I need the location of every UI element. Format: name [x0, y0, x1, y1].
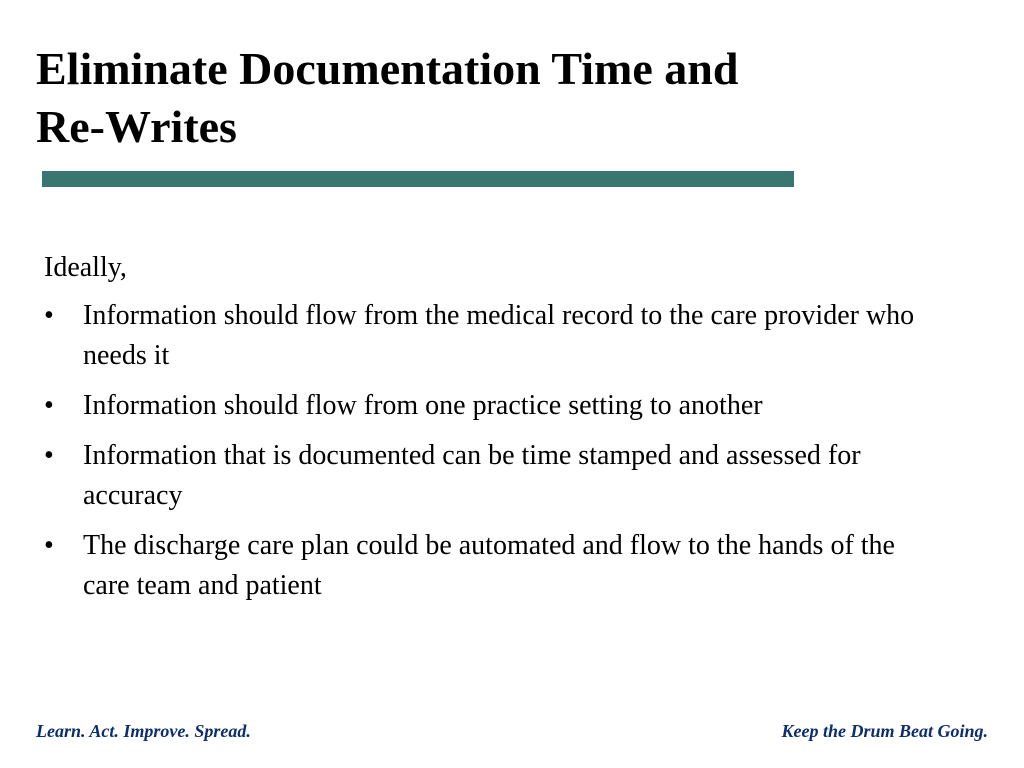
bullet-item: [44, 436, 944, 516]
title-divider-bar: [42, 171, 794, 187]
slide-title: [36, 40, 936, 156]
bullet-icon: •: [44, 300, 54, 331]
bullet-list: [44, 296, 944, 606]
bullet-text: Information that is documented can be time stamped and assessed for accuracy: [83, 440, 861, 511]
bullet-icon: •: [44, 440, 54, 471]
bullet-icon: •: [44, 390, 54, 421]
footer-tagline-left: Learn. Act. Improve. Spread.: [36, 721, 251, 741]
footer-tagline-right: Keep the Drum Beat Going.: [781, 721, 988, 741]
bullet-text: Information should flow from one practice setting to another: [83, 390, 763, 421]
bullet-item: [44, 296, 944, 376]
bullet-text: The discharge care plan could be automated and flow to the hands of the care team and patient: [83, 530, 895, 601]
bullet-text: Information should flow from the medical record to the care provider who needs it: [83, 300, 915, 371]
slide-title-line-1: Eliminate Documentation Time and: [36, 43, 739, 94]
intro-text: Ideally,: [44, 252, 127, 283]
slide-title-line-2: Re-Writes: [36, 101, 237, 152]
bullet-item: [44, 526, 944, 606]
bullet-item: [44, 386, 944, 426]
slide-body: [44, 248, 944, 616]
bullet-icon: •: [44, 530, 54, 561]
